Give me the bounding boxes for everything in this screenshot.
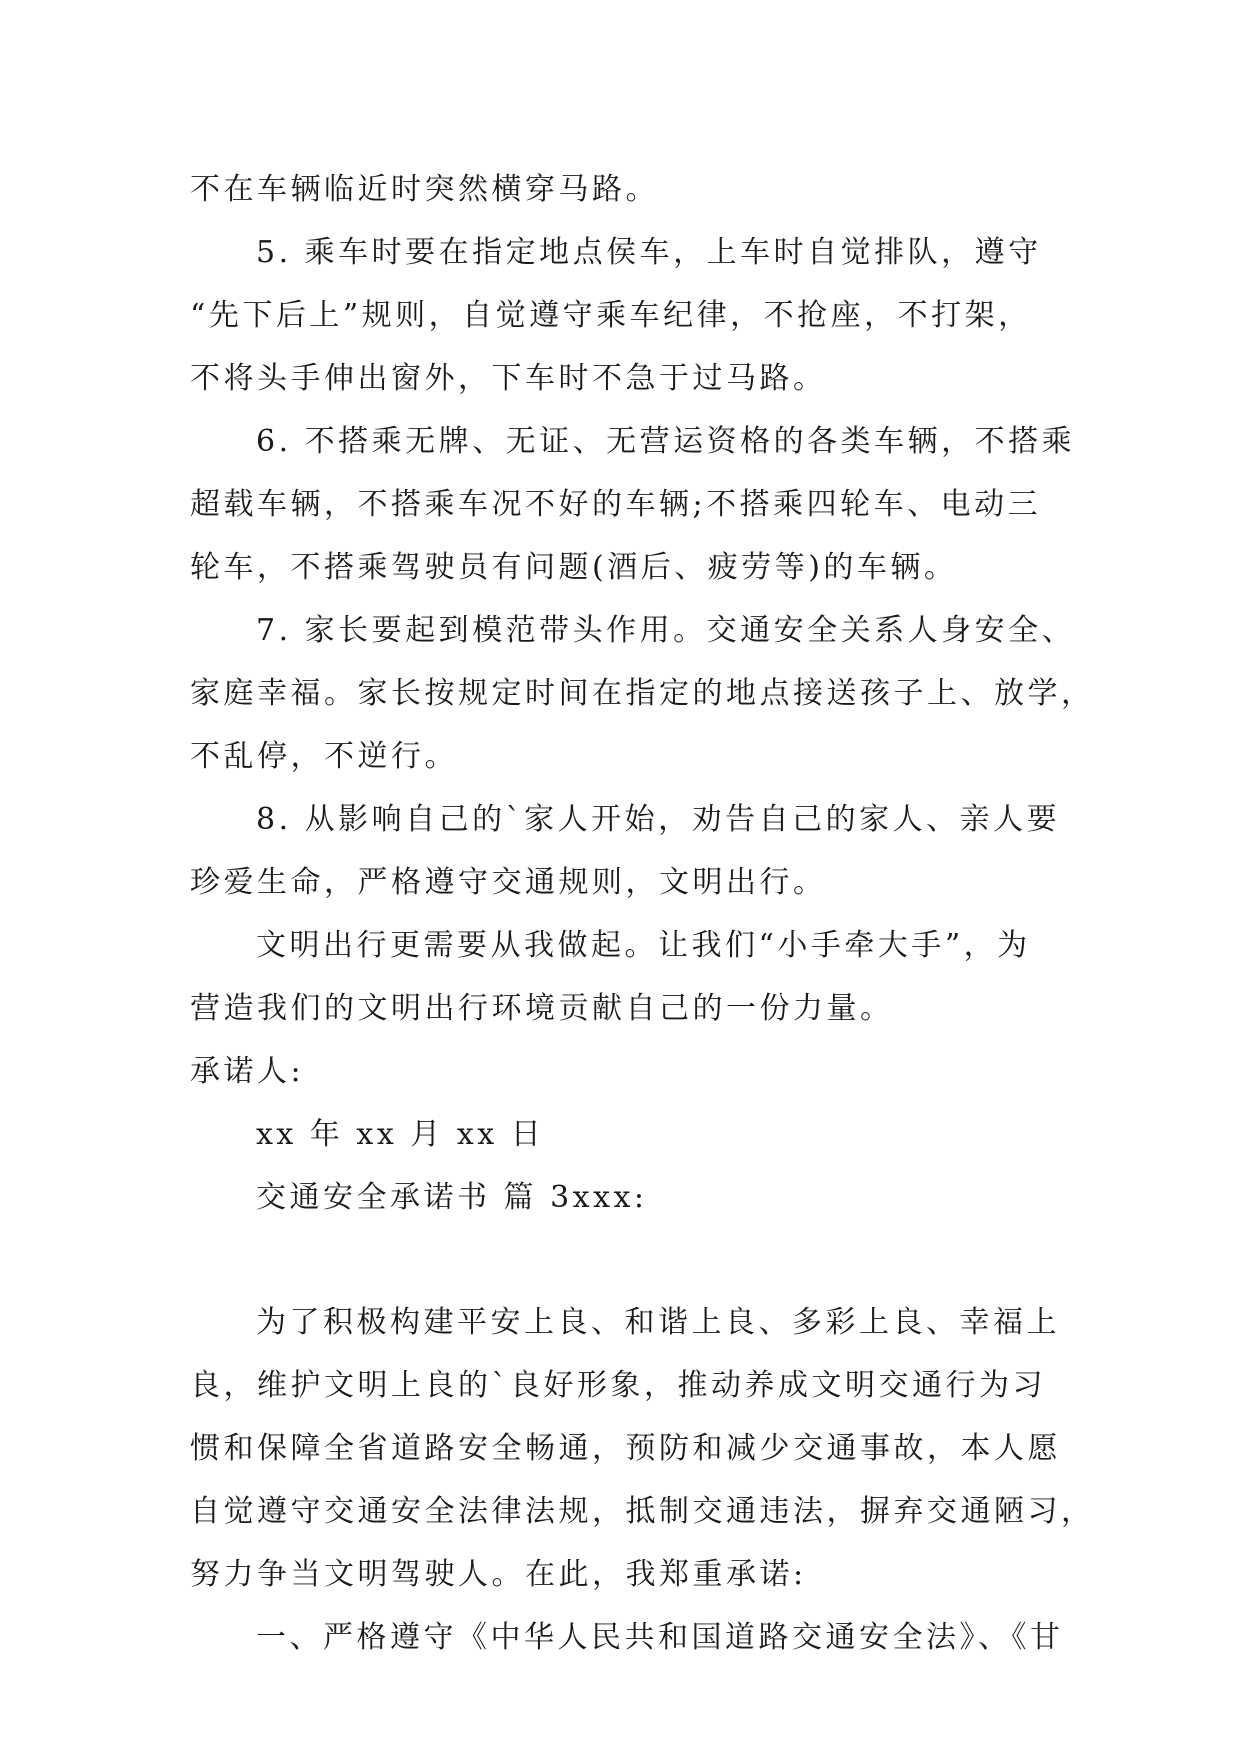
text-line: “先下后上”规则，自觉遵守乘车纪律，不抢座，不打架， bbox=[190, 298, 1032, 333]
text-line: 轮车，不搭乘驾驶员有问题(酒后、疲劳等)的车辆。 bbox=[190, 550, 958, 585]
document-body bbox=[190, 158, 1095, 1669]
text-line: 8. 从影响自己的`家人开始，劝告自己的家人、亲人要 bbox=[256, 802, 1061, 837]
text-line: 为了积极构建平安上良、和谐上良、多彩上良、幸福上 bbox=[256, 1305, 1060, 1340]
text-line: 惯和保障全省道路安全畅通，预防和减少交通事故，本人愿 bbox=[190, 1431, 1061, 1466]
text-line: 6. 不搭乘无牌、无证、无营运资格的各类车辆，不搭乘 bbox=[256, 424, 1076, 459]
signature-label: 承诺人: bbox=[190, 1054, 305, 1089]
section-heading: 交通安全承诺书 篇 3xxx: bbox=[256, 1180, 648, 1215]
text-line: 不在车辆临近时突然横穿马路。 bbox=[190, 172, 659, 207]
text-line: 良，维护文明上良的`良好形象，推动养成文明交通行为习 bbox=[190, 1368, 1046, 1403]
text-line: 家庭幸福。家长按规定时间在指定的地点接送孩子上、放学， bbox=[190, 676, 1095, 711]
text-line: 自觉遵守交通安全法律法规，抵制交通违法，摒弃交通陋习， bbox=[190, 1494, 1095, 1529]
text-line: 一、严格遵守《中华人民共和国道路交通安全法》、《甘 bbox=[256, 1620, 1064, 1655]
text-line: 不乱停，不逆行。 bbox=[190, 739, 458, 774]
text-line: 文明出行更需要从我做起。让我们“小手牵大手”，为 bbox=[256, 928, 1031, 963]
date-line: xx 年 xx 月 xx 日 bbox=[256, 1117, 545, 1152]
text-line: 珍爱生命，严格遵守交通规则，文明出行。 bbox=[190, 865, 827, 900]
text-line: 不将头手伸出窗外，下车时不急于过马路。 bbox=[190, 361, 827, 396]
text-line: 营造我们的文明出行环境贡献自己的一份力量。 bbox=[190, 991, 894, 1026]
text-line: 7. 家长要起到模范带头作用。交通安全关系人身安全、 bbox=[256, 613, 1076, 648]
blank-line bbox=[190, 1229, 1050, 1291]
text-line: 努力争当文明驾驶人。在此，我郑重承诺: bbox=[190, 1557, 807, 1592]
text-line: 超载车辆，不搭乘车况不好的车辆;不搭乘四轮车、电动三 bbox=[190, 487, 1042, 522]
text-line: 5. 乘车时要在指定地点侯车，上车时自觉排队，遵守 bbox=[256, 235, 1042, 270]
